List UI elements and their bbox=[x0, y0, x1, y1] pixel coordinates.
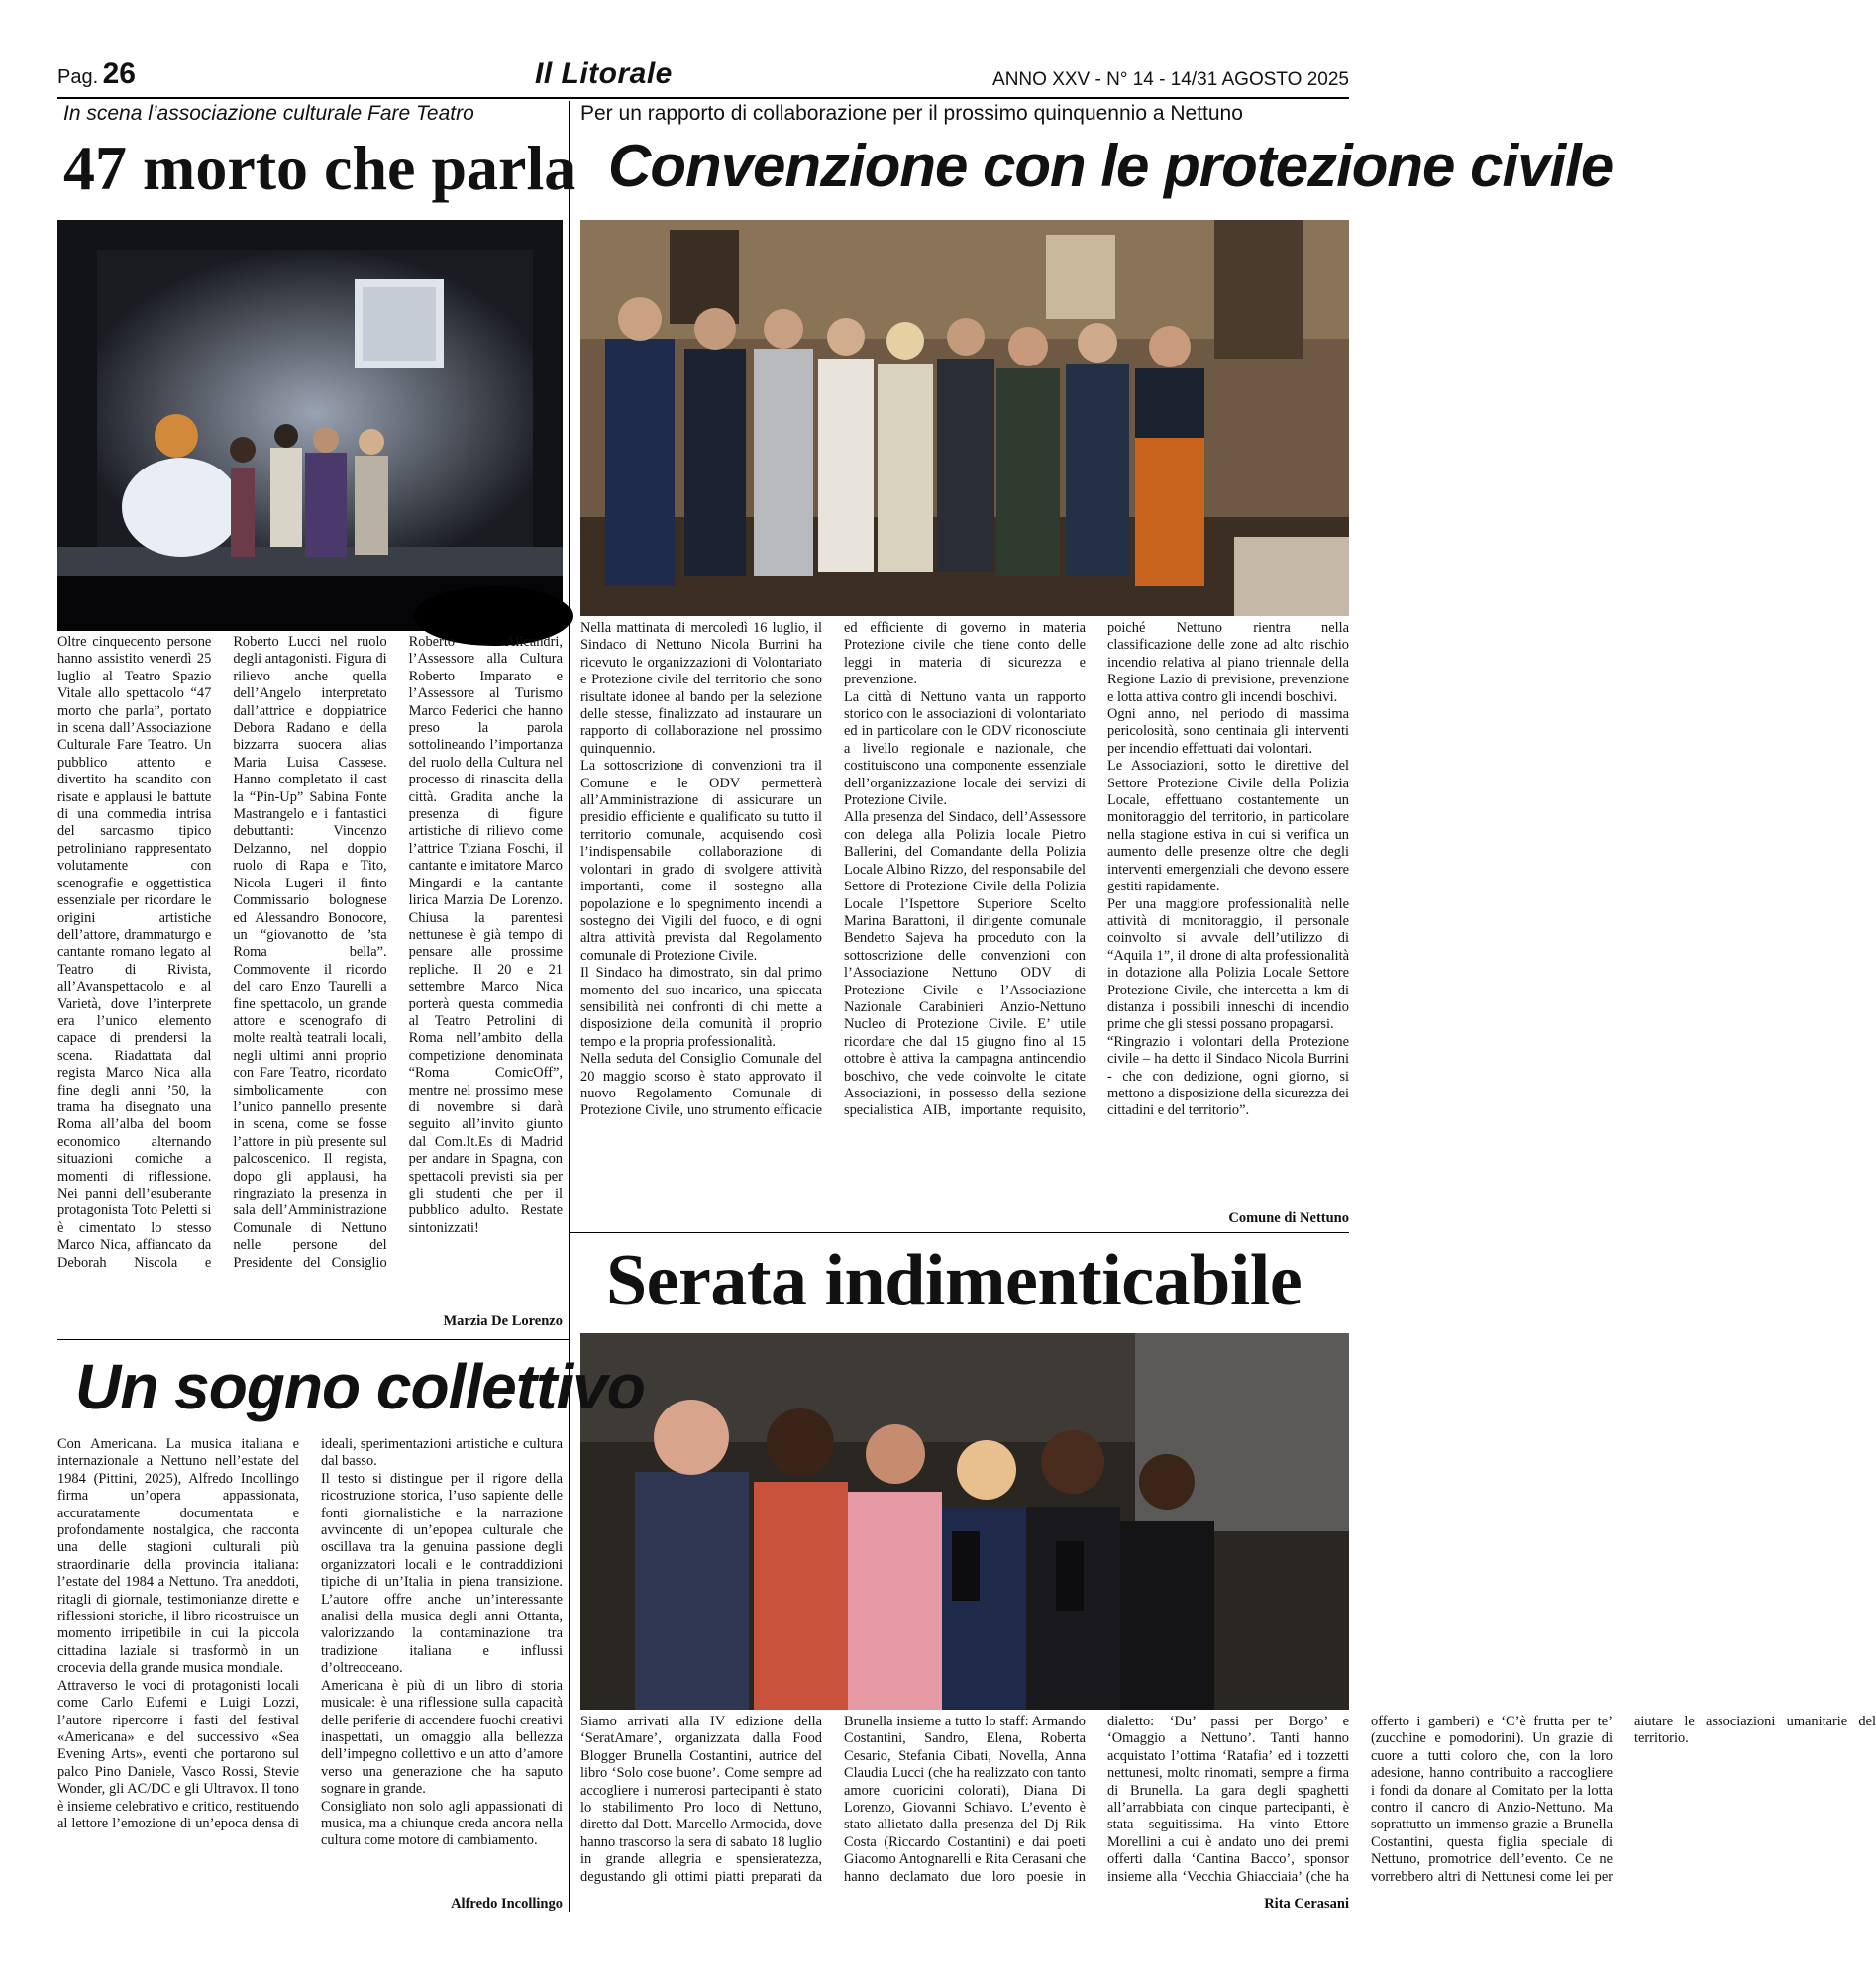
protezione-paragraph: Per una maggiore professionalità nelle attività di monitoraggio, il personale coinvolto si avvale dell’utilizzo di “Aquila 1”, il drone di alta professionalità in dotazione alla Polizia Locale Settore Protezione Civile, che intercetta a km di distanza i possibili inneschi di incendio prime che gli stessi possano propagarsi. bbox=[1107, 895, 1349, 1033]
teatro-headline: 47 morto che parla bbox=[63, 133, 576, 203]
protezione-paragraph: Alla presenza del Sindaco, dell’Assessore con delega alla Polizia locale Pietro Ballerini, del Comandante della Polizia Locale Albino Rizzo, del responsabile del Settore di Protezione Civile della Polizia Locale l’Ispettore Superiore Scelto Marina Barattoni, il dirigente comunale Bendetto Sajeva ha proceduto con la sottoscrizione delle convenzioni con l’Associazione Nettuno ODV di Protezione Civile e l’Associazione Nazionale Carabinieri Anzio-Nettuno Nucleo di Protezione Civile. E’ utile ricordare che dal 15 giugno fino al 15 ottobre è attiva la campagna antincendio boschivo, che vede coinvolte le citate Associazioni, in possesso della sezione specialistica AIB, importante requisito, poiché Nettuno rientra nella classificazione delle zone ad alto rischio incendio relativa al piano triennale della Regione Lazio di previsione, prevenzione e lotta attiva contro gli incendi boschivi. bbox=[844, 620, 1349, 1119]
sogno-headline: Un sogno collettivo bbox=[75, 1351, 645, 1422]
serata-group-photo bbox=[580, 1333, 1349, 1710]
teatro-author: Marzia De Lorenzo bbox=[443, 1313, 563, 1329]
protezione-paragraph: Ogni anno, nel periodo di massima pericolosità, sono centinaia gli interventi per incendio effettuati dai volontari. bbox=[1107, 706, 1349, 757]
column-divider-top bbox=[569, 101, 570, 1232]
sogno-author: Alfredo Incollingo bbox=[451, 1896, 563, 1912]
sogno-paragraph: Attraverso le voci di protagonisti locali come Carlo Eufemi e Luigi Lozzi, l’autore ripercorre i fasti del festival «Americana» e del successivo «Sea Evening Arts», eventi che portarono sul palco Pino Daniele, Vasco Rossi, Stevie Wonder, gli AC/DC e gli Ultravox. Il tono è insieme celebrativo e critico, restituendo al lettore l’emozione di un’epoca densa di ideali, sperimentazioni artistiche e cultura dal basso. bbox=[57, 1436, 563, 1831]
protezione-paragraph: Il Sindaco ha dimostrato, sin dal primo momento del suo incarico, una spiccata sensibilità nei confronti di chi mette a disposizione della comunità il proprio tempo e la propria professionalità. bbox=[580, 965, 822, 1050]
teatro-body bbox=[57, 634, 563, 1325]
divider-teatro-sogno bbox=[57, 1339, 569, 1340]
sogno-paragraph: Americana è più di un libro di storia musicale: è una riflessione sulla capacità delle periferie di accendere fuochi creativi inaspettati, un omaggio alla bellezza dell’impegno collettivo e un atto d’amore verso una generazione che ha saputo sognare in grande. bbox=[321, 1677, 563, 1798]
masthead: Il Litorale bbox=[535, 57, 673, 90]
serata-body bbox=[580, 1714, 1876, 1898]
protezione-paragraph: Le Associazioni, sotto le direttive del Settore Protezione Civile della Polizia Locale, effettuano costantemente un monitoraggio del territorio, in particolare nella stagione estiva in cui si verifica un aumento delle presenze oltre che degli interventi emergenziali che devono essere gestiti rapidamente. bbox=[1107, 758, 1349, 895]
issue-info: ANNO XXV - N° 14 - 14/31 AGOSTO 2025 bbox=[992, 69, 1349, 90]
teatro-kicker: In scena l’associazione culturale Fare Teatro bbox=[63, 102, 474, 125]
sogno-body bbox=[57, 1436, 563, 1894]
protezione-paragraph: Nella mattinata di mercoledì 16 luglio, il Sindaco di Nettuno Nicola Burrini ha ricevuto le organizzazioni di Volontariato e Protezione civile del territorio che sono risultate idonee al bando per la selezione delle stesse, finalizzato ad instaurare un rapporto di collaborazione nel prossimo quinquennio. bbox=[580, 620, 822, 757]
protezione-headline: Convenzione con le protezione civile bbox=[608, 133, 1614, 199]
protezione-paragraph: La città di Nettuno vanta un rapporto storico con le associazioni di volontariato ed in particolare con le ODV riconosciute a livello regionale e nazionale, che costituiscono una componente essenziale dell’organizzazione locale dei servizi di Protezione Civile. bbox=[844, 688, 1086, 809]
header-rule bbox=[57, 97, 1349, 99]
protezione-paragraph: “Ringrazio i volontari della Protezione civile – ha detto il Sindaco Nicola Burrini - che con dedizione, ogni giorno, si mettono a disposizione della sicurezza dei cittadini e del territorio”. bbox=[1107, 1033, 1349, 1119]
protezione-body bbox=[580, 620, 1349, 1226]
column-divider-bottom bbox=[569, 1232, 570, 1912]
page-number-block bbox=[57, 57, 136, 91]
protezione-kicker: Per un rapporto di collaborazione per il prossimo quinquennio a Nettuno bbox=[580, 102, 1243, 125]
sogno-paragraph: Il testo si distingue per il rigore della ricostruzione storica, l’uso sapiente delle fonti giornalistiche e la narrazione avvincente di un’epopea culturale che oscillava tra la genuina passione degli organizzatori locali e le contraddizioni tipiche di un’Italia in piena transizione. L’autore offre anche un’interessante analisi della musica degli anni Ottanta, valorizzando la contaminazione tra tradizione italiana e influssi d’oltreoceano. bbox=[321, 1470, 563, 1677]
page-label: Pag. bbox=[57, 66, 99, 88]
divider-protezione-serata bbox=[569, 1232, 1349, 1233]
page-number: 26 bbox=[102, 57, 136, 90]
teatro-body-text: Oltre cinquecento persone hanno assistito venerdì 25 luglio al Teatro Spazio Vitale allo spettacolo “47 morto che parla”, portato in scena dall’Associazione Culturale Fare Teatro. Un pubblico attento e divertito ha scandito con risate e applausi le battute di una commedia intrisa del sarcasmo tipico petroliniano rappresentato volutamente con scenografie e oggettistica essenziale per ricordare le origini artistiche dell’attore, drammaturgo e cantante romano legato al Teatro di Rivista, all’Avanspettacolo e al Varietà, dove l’interprete era l’unico elemento capace di prendersi la scena. Riadattata dal regista Marco Nica alla fine degli anni ’50, la trama ha disegnato una Roma all’alba del boom economico alternando situazioni comiche a momenti di riflessione. Nei panni dell’esuberante protagonista Toto Peletti si è cimentato lo stesso Marco Nica, affiancato da Deborah Niscola e Roberto Lucci nel ruolo degli antagonisti. Figura di rilievo anche quella dell’Angelo interpretato dall’attrice e doppiatrice Debora Radano e della bizzarra suocera alias Maria Luisa Cassese. Hanno completato il cast la “Pin-Up” Sabina Fonte Mastrangelo e i fantastici debuttanti: Vincenzo Delzanno, nel doppio ruolo di Rapa e Tito, Nicola Lugeri il finto Commissario bolognese ed Alessandro Bonocore, un “giovanotto de ’sta Roma bella”. Commovente il ricordo del caro Enzo Taurelli a fine spettacolo, un grande attore e scenografo di molte realtà teatrali locali, negli ultimi anni proprio con Fare Teatro, ricordato simbolicamente con l’unico pannello presente in scena, come se fosse l’attore in più presente sul palcoscenico. Il regista, dopo gli applausi, ha ringraziato la presenza in sala dell’Amministrazione Comunale di Nettuno nelle persone del Presidente del Consiglio Roberto Alicandri, l’Assessore alla Cultura Roberto Imparato e l’Assessore al Turismo Marco Federici che hanno preso la parola sottolineando l’importanza del ruolo della Cultura nel processo di rinascita della città. Gradita anche la presenza di figure artistiche di rilievo come l’attrice Tiziana Foschi, il cantante e imitatore Marco Mingardi e la cantante lirica Marzia De Lorenzo. Chiusa la parentesi nettunese è già tempo di pensare alle prossime repliche. Il 20 e 21 settembre Marco Nica porterà questa commedia al Teatro Petrolini di Roma nell’ambito della competizione denominata “Roma ComicOff”, mentre nel prossimo mese di novembre si darà seguito all’invito giunto dal Com.It.Es di Madrid per andare in Spagna, con spettacoli previsti sia per gli studenti che per il pubblico adulto. Restate sintonizzati! bbox=[57, 634, 563, 1271]
protezione-paragraph: La sottoscrizione di convenzioni tra il Comune e le ODV permetterà all’Amministrazione di assicurare un presidio efficiente e qualificato su tutto il territorio comunale, acquisendo così l’indispensabile collaborazione di volontari in grado di svolgere attività importanti, come il sostegno alla popolazione e lo spegnimento incendi a sostegno dei Vigili del fuoco, e di ogni altra attività prevista dal Regolamento comunale di Protezione Civile. bbox=[580, 758, 822, 964]
serata-author: Rita Cerasani bbox=[1264, 1896, 1349, 1912]
sogno-paragraph: Consigliato non solo agli appassionati di musica, ma a chiunque creda ancora nella cultura come motore di cambiamento. bbox=[321, 1798, 563, 1849]
serata-headline: Serata indimenticabile bbox=[606, 1240, 1303, 1321]
serata-body-text: Siamo arrivati alla IV edizione della ‘SeratAmare’, organizzata dalla Food Blogger Brunella Costantini, autrice del libro ‘Solo cose buone’. Come sempre ad accogliere i numerosi partecipanti è stato lo stabilimento Pro loco di Nettuno, diretto dal Dott. Marcello Armocida, dove hanno trascorso la sera di sabato 18 luglio in grande allegria e spensieratezza, degustando gli ottimi piatti preparati da Brunella insieme a tutto lo staff: Armando Costantini, Sandro, Elena, Roberta Cesario, Stefania Cibati, Novella, Anna Claudia Lucci (che ha realizzato con tanto amore cuoricini colorati), Diana Di Lorenzo, Giovanni Schiavo. L’evento è stato allietato dalla presenza del Dj Rik Costa (Riccardo Costantini) e dai poeti Giacomo Antognarelli e Rita Cerasani che hanno declamato due loro poesie in dialetto: ‘Du’ passi per Borgo’ e ‘Omaggio a Nettuno’. Tanti hanno acquistato l’ottima ‘Ratafia’ ed i tozzetti nettunesi, molto rinomati, sempre a firma di Brunella. La gara degli spaghetti all’arrabbiata con cinque partecipanti, è stata seguitissima. Ha vinto Ettore Morellini a cui è andato uno dei premi offerti dalla ‘Cantina Bacco’, sponsor insieme alla ‘Vecchia Ghiacciaia’ (che ha offerto i gamberi) e ‘C’è frutta per te’ (zucchine e pomodorini). Un grazie di cuore a tutti coloro che, con la loro adesione, hanno contribuito a raccogliere i fondi da donare al Comitato per la lotta contro il cancro di Anzio-Nettuno. Ma soprattutto un immenso grazie a Brunella Costantini, questa figlia speciale di Nettuno, promotrice dell’evento. Ce ne vorrebbero altri di Nettunesi come lei per aiutare le associazioni umanitarie del territorio. bbox=[580, 1714, 1876, 1885]
protezione-author: Comune di Nettuno bbox=[1228, 1210, 1349, 1226]
sogno-paragraph: Con Americana. La musica italiana e internazionale a Nettuno nell’estate del 1984 (Pittini, 2025), Alfredo Incollingo firma un’opera appassionata, accuratamente documentata e profondamente nostalgica, che racconta una delle stagioni culturali più straordinarie della provincia italiana: l’estate del 1984 a Nettuno. Tra aneddoti, ritagli di giornale, testimonianze dirette e riflessioni storiche, il libro ricostruisce un momento irripetibile in cui la piccola cittadina laziale si trasformò in un crocevia della grande musica mondiale. bbox=[57, 1436, 299, 1677]
protezione-paragraph: Nella seduta del Consiglio Comunale del 20 maggio scorso è stato approvato il nuovo Regolamento Comunale di Protezione Civile, uno strumento efficacie ed efficiente di governo in materia Protezione civile che tiene conto delle leggi in materia di sicurezza e prevenzione. bbox=[580, 620, 1086, 1119]
teatro-stage-photo bbox=[57, 220, 563, 631]
protezione-group-photo bbox=[580, 220, 1349, 616]
